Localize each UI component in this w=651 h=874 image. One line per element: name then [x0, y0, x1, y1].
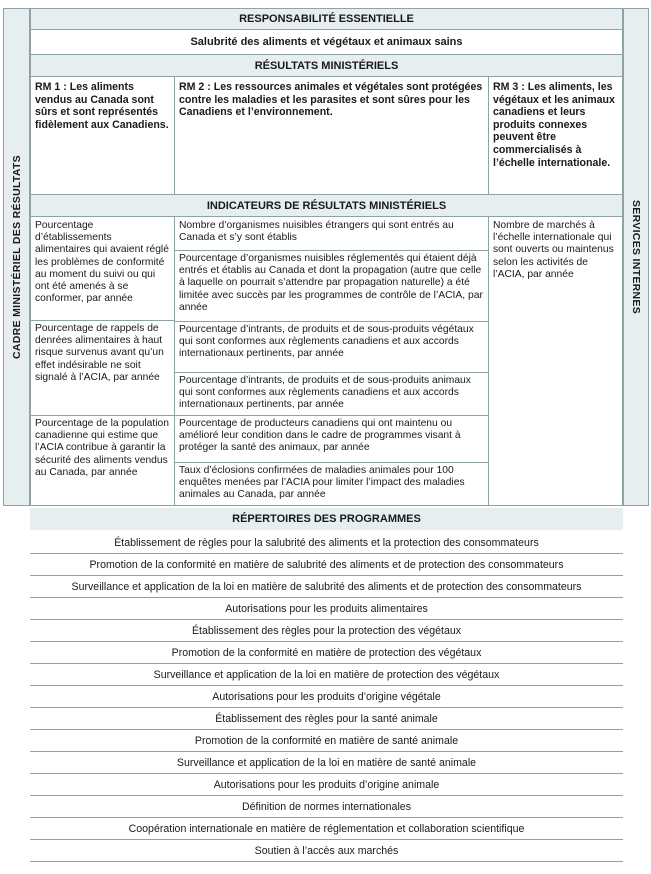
result-rm3: RM 3 : Les aliments, les végétaux et les animaux canadiens et leurs produits connexes peuvent être commercialisés à l’échelle internationale. — [493, 81, 615, 169]
result-rm2: RM 2 : Les ressources animales et végétales sont protégées contre les maladies et les parasites et sont sûres pour les Canadiens et l’environnement. — [179, 81, 483, 119]
internal-services-side-label — [623, 8, 649, 506]
indicators-heading: INDICATEURS DE RÉSULTATS MINISTÉRIELS — [31, 195, 622, 217]
program-item: Autorisations pour les produits d’origine végétale — [30, 686, 623, 708]
results-framework-side-label — [3, 8, 30, 506]
program-item: Autorisations pour les produits d’origine animale — [30, 774, 623, 796]
program-item: Définition de normes internationales — [30, 796, 623, 818]
divider — [174, 77, 175, 195]
program-item: Établissement des règles pour la santé animale — [30, 708, 623, 730]
indicator-plant-products: Pourcentage d’intrants, de produits et de sous-produits végétaux qui sont conformes aux règlements canadiens et aux accords internationaux pertinents, par année — [179, 324, 474, 360]
internal-services-text: SERVICES INTERNES — [630, 199, 642, 315]
programs-list — [30, 532, 623, 862]
divider — [488, 217, 489, 506]
indicator-animal-health-producers: Pourcentage de producteurs canadiens qui ont maintenu ou amélioré leur condition dans le cadre de programmes visant à protéger la santé des animaux, par année — [179, 418, 461, 454]
core-responsibility-heading: RESPONSABILITÉ ESSENTIELLE — [31, 9, 622, 30]
program-item: Surveillance et application de la loi en matière de protection des végétaux — [30, 664, 623, 686]
indicator-public-confidence: Pourcentage de la population canadienne qui estime que l’ACIA contribue à garantir la sécurité des aliments vendus au Canada, par année — [35, 418, 169, 478]
result-rm1: RM 1 : Les aliments vendus au Canada sont sûrs et sont représentés fidèlement aux Canadiens. — [35, 81, 169, 131]
program-item: Surveillance et application de la loi en matière de salubrité des aliments et de protection des consommateurs — [30, 576, 623, 598]
indicator-regulated-pests: Pourcentage d’organismes nuisibles réglementés qui étaient déjà entrés et établis au Canada et dont la propagation (autre que celle à laquelle on pourrait s’attendre par propagation naturelle) a été limitée avec succès par les programmes de contrôle de l’ACIA, par année — [179, 253, 483, 313]
indicator-disease-outbreaks: Taux d’éclosions confirmées de maladies animales pour 100 enquêtes menées par l’ACIA pour limiter l’impact des maladies animales au Canada, par année — [179, 465, 465, 501]
program-item: Surveillance et application de la loi en matière de santé animale — [30, 752, 623, 774]
program-item: Promotion de la conformité en matière de protection des végétaux — [30, 642, 623, 664]
indicator-food-recalls: Pourcentage de rappels de denrées alimentaires à haut risque survenus avant qu’un effet indésirable ne soit signalé à l’ACIA, par année — [35, 323, 164, 383]
program-item: Promotion de la conformité en matière de santé animale — [30, 730, 623, 752]
indicator-food-compliance: Pourcentage d’établissements alimentaires qui avaient réglé les problèmes de conformité au moment du suivi ou qui ont été amenés à se conformer, par année — [35, 220, 169, 305]
program-item: Établissement de règles pour la salubrité des aliments et la protection des consommateurs — [30, 532, 623, 554]
indicator-foreign-pests: Nombre d’organismes nuisibles étrangers qui sont entrés au Canada et s’y sont établis — [179, 220, 454, 244]
results-heading: RÉSULTATS MINISTÉRIELS — [31, 55, 622, 77]
program-item: Autorisations pour les produits alimentaires — [30, 598, 623, 620]
program-item: Coopération internationale en matière de réglementation et collaboration scientifique — [30, 818, 623, 840]
program-item: Promotion de la conformité en matière de salubrité des aliments et de protection des consommateurs — [30, 554, 623, 576]
results-framework-text: CADRE MINISTÉRIEL DES RÉSULTATS — [10, 155, 23, 359]
program-item: Établissement des règles pour la protection des végétaux — [30, 620, 623, 642]
divider — [488, 77, 489, 195]
core-responsibility-value: Salubrité des aliments et végétaux et animaux sains — [31, 30, 622, 55]
divider — [174, 217, 175, 506]
framework-grid — [30, 8, 623, 506]
programs-heading: RÉPERTOIRES DES PROGRAMMES — [30, 508, 623, 530]
indicator-animal-products: Pourcentage d’intrants, de produits et de sous-produits animaux qui sont conformes aux règlements canadiens et aux accords internationaux pertinents, par année — [179, 375, 471, 411]
indicator-international-markets: Nombre de marchés à l’échelle internationale qui sont ouverts ou maintenus selon les activités de l’ACIA, par année — [493, 220, 614, 280]
program-item: Soutien à l’accès aux marchés — [30, 840, 623, 862]
